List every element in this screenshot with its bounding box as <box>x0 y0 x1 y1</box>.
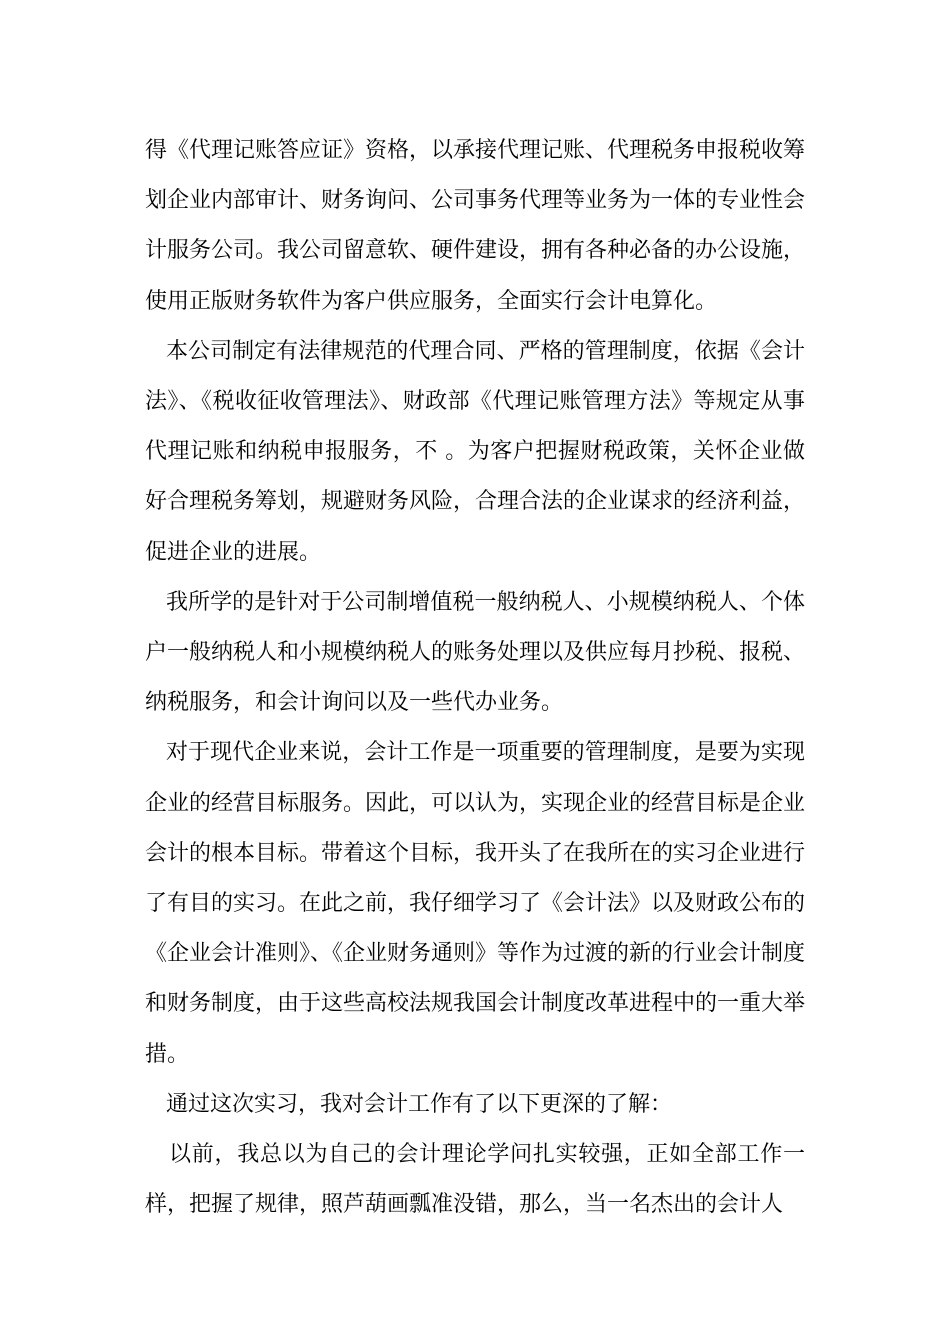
document-body <box>145 126 805 1230</box>
paragraph-4: 对于现代企业来说，会计工作是一项重要的管理制度，是要为实现企业的经营目标服务。因此，可以认为，实现企业的经营目标是企业会计的根本目标。带着这个目标，我开头了在我所在的实习企业进行了有目的实习。在此之前，我仔细学习了《会计法》以及财政公布的《企业会计准则》、《企业财务通则》等作为过渡的新的行业会计制度和财务制度，由于这些高校法规我国会计制度改革进程中的一重大举措。 <box>145 740 806 1067</box>
paragraph-1: 得《代理记账答应证》资格，以承接代理记账、代理税务申报税收筹划企业内部审计、财务询问、公司事务代理等业务为一体的专业性会计服务公司。我公司留意软、硬件建设，拥有各种必备的办公设施，使用正版财务软件为客户供应服务，全面实行会计电算化。 <box>145 138 806 314</box>
paragraph-3: 我所学的是针对于公司制增值税一般纳税人、小规模纳税人、个体户一般纳税人和小规模纳税人的账务处理以及供应每月抄税、报税、纳税服务，和会计询问以及一些代办业务。 <box>145 589 806 716</box>
paragraph-6: 以前，我总以为自己的会计理论学问扎实较强，正如全部工作一样，把握了规律，照芦葫画瓢准没错，那么，当一名杰出的会计人 <box>145 1142 805 1218</box>
paragraph-5: 通过这次实习，我对会计工作有了以下更深的了解： <box>166 1091 673 1117</box>
paragraph-2: 本公司制定有法律规范的代理合同、严格的管理制度，依据《会计法》、《税收征收管理法》、财政部《代理记账管理方法》等规定从事代理记账和纳税申报服务，不 。为客户把握财税政策，关怀企业做好合理税务筹划，规避财务风险，合理合法的企业谋求的经济利益，促进企业的进展。 <box>145 338 806 565</box>
